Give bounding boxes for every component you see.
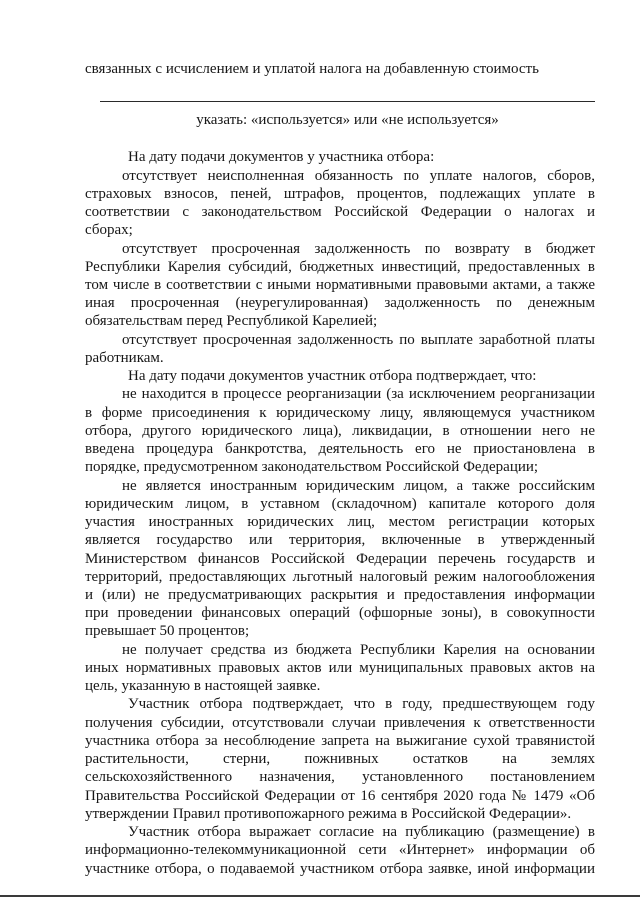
text-line: обязательствам перед Республикой Карелией; xyxy=(85,313,378,329)
text-line: превышает 50 процентов; xyxy=(85,623,250,639)
text-line: Участник отбора выражает согласие на публикацию (размещение) в xyxy=(128,824,595,840)
blank-field-underline xyxy=(100,101,595,102)
text-line: порядке, предусмотренном законодательством Российской Федерации; xyxy=(85,459,539,475)
text-line: отбора, другого юридического лица), ликвидации, в отношении него не xyxy=(85,423,595,439)
text-line: получения субсидии, отсутствовали случаи привлечения к ответственности xyxy=(85,715,595,731)
text-line: территорий, предоставляющих льготный налоговый режим налогообложения xyxy=(85,569,595,585)
text-line: соответствии с законодательством Российской Федерации о налогах и xyxy=(85,204,595,220)
page-bottom-edge xyxy=(0,895,640,897)
text-line: сельскохозяйственного назначения, установленного постановлением xyxy=(85,769,595,785)
text-line: в форме присоединения к юридическому лицу, являющемуся участником xyxy=(85,405,595,421)
text-line: не является иностранным юридическим лицом, а также российским xyxy=(122,478,595,494)
text-line: страховых взносов, пеней, штрафов, процентов, подлежащих уплате в xyxy=(85,186,595,202)
text-line: утверждении Правил противопожарного режима в Российской Федерации». xyxy=(85,806,572,822)
text-line: отсутствует просроченная задолженность по выплате заработной платы xyxy=(122,332,595,348)
text-line: работникам. xyxy=(85,350,164,366)
text-line: том числе в соответствии с иными нормативными правовыми актами, а также xyxy=(85,277,595,293)
text-line: не получает средства из бюджета Республики Карелия на основании xyxy=(122,642,595,658)
text-line: не находится в процессе реорганизации (за исключением реорганизации xyxy=(122,386,595,402)
text-line: и (или) не предусматривающих раскрытия и предоставления информации xyxy=(85,587,595,603)
text-line: при проведении финансовых операций (офшорные зоны), в совокупности xyxy=(85,605,595,621)
text-line: иных нормативных правовых актов или муниципальных правовых актов на xyxy=(85,660,595,676)
text-line: растительности, стерни, пожнивных остатков на землях xyxy=(85,751,595,767)
text-line: отсутствует неисполненная обязанность по уплате налогов, сборов, xyxy=(122,168,595,184)
text-line: Министерством финансов Российской Федерации перечень государств и xyxy=(85,551,595,567)
text-line: введена процедура банкротства, деятельность его не приостановлена в xyxy=(85,441,595,457)
text-line: На дату подачи документов участник отбора подтверждает, что: xyxy=(128,368,537,384)
text-line: отсутствует просроченная задолженность по возврату в бюджет xyxy=(122,241,595,257)
hint-text: указать: «используется» или «не используется» xyxy=(196,112,499,128)
text-line: цель, указанную в настоящей заявке. xyxy=(85,678,321,694)
text-line: является государство или территория, включенные в утвержденный xyxy=(85,532,595,548)
text-line: Участник отбора подтверждает, что в году, предшествующем году xyxy=(128,696,595,712)
text-line: участника отбора за несоблюдение запрета на выжигание сухой травянистой xyxy=(85,733,595,749)
text-line: иная просроченная (неурегулированная) задолженность по денежным xyxy=(85,295,595,311)
text-line: участнике отбора, о подаваемой участником отбора заявке, иной информации xyxy=(85,861,595,877)
text-line: сборах; xyxy=(85,222,133,238)
header-line: связанных с исчислением и уплатой налога на добавленную стоимость xyxy=(85,61,539,77)
text-line: юридическим лицом, в уставном (складочном) капитале которого доля xyxy=(85,496,595,512)
text-line: Республики Карелия субсидий, бюджетных инвестиций, предоставленных в xyxy=(85,259,595,275)
text-line: информационно-телекоммуникационной сети «Интернет» информации об xyxy=(85,842,595,858)
text-line: участия иностранных юридических лиц, местом регистрации которых xyxy=(85,514,595,530)
text-line: На дату подачи документов у участника отбора: xyxy=(128,149,435,165)
text-line: Правительства Российской Федерации от 16 сентября 2020 года № 1479 «Об xyxy=(85,788,595,804)
